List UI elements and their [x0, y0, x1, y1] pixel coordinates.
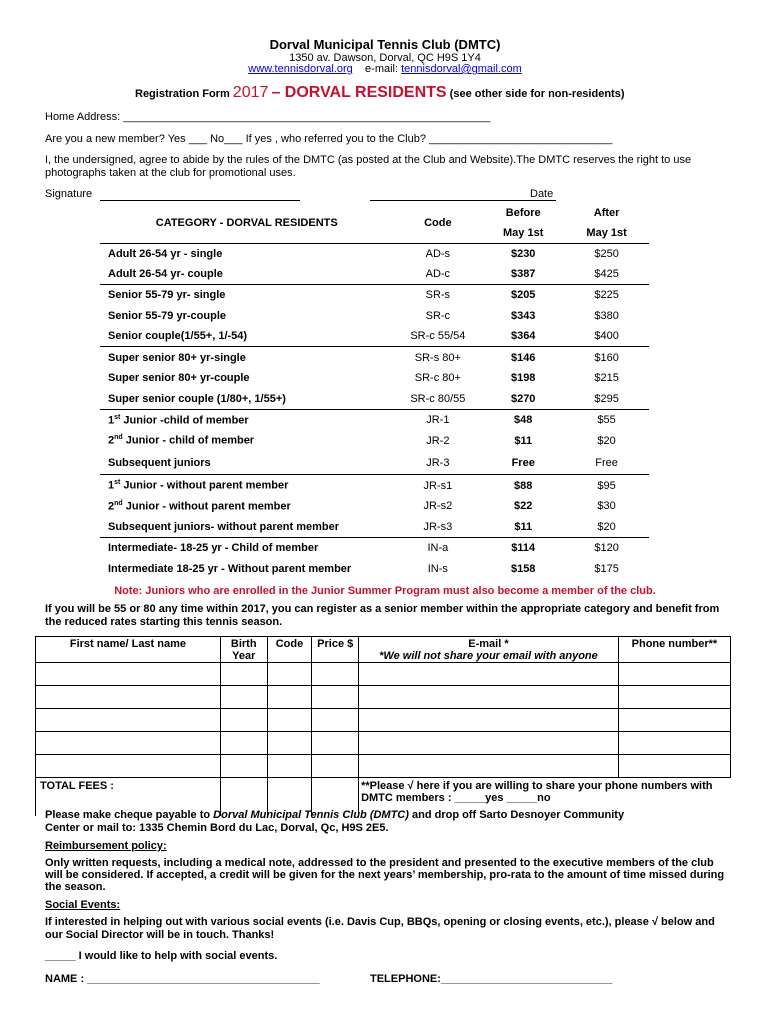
reg-cell[interactable]: [312, 732, 359, 755]
payment-payee: Dorval Municipal Tennis Club (DMTC): [213, 809, 409, 821]
reimbursement-title: Reimbursement policy:: [45, 840, 167, 852]
fee-category: Adult 26-54 yr- couple: [108, 267, 223, 280]
fee-after: $20: [597, 434, 616, 447]
reg-cell[interactable]: [220, 663, 267, 686]
fee-category: Super senior 80+ yr-single: [100, 347, 393, 368]
fee-row: [100, 430, 649, 451]
reg-cell[interactable]: [36, 686, 221, 709]
fee-before: $88: [482, 475, 564, 496]
fee-after: $400: [594, 330, 619, 343]
reg-cell[interactable]: [267, 686, 312, 709]
reg-cell[interactable]: [267, 663, 312, 686]
reg-cell[interactable]: [220, 686, 267, 709]
fee-category: Super senior 80+ yr-couple: [108, 372, 250, 385]
total-fees-label: TOTAL FEES :: [36, 778, 221, 816]
fee-code: IN-a: [393, 537, 482, 558]
reg-cell[interactable]: [618, 709, 730, 732]
telephone-field[interactable]: TELEPHONE:____________________________: [370, 973, 613, 985]
fee-row: [100, 537, 649, 558]
fee-code: SR-c 55/54: [410, 330, 466, 343]
fee-before: $11: [514, 434, 533, 447]
form-title-year: 2017: [232, 84, 269, 101]
reg-cell[interactable]: [267, 732, 312, 755]
fee-category: 1st Junior -child of member: [100, 409, 393, 430]
fee-after: $425: [594, 267, 619, 280]
fee-after: $120: [564, 537, 649, 558]
fee-category: 2nd Junior - without parent member: [108, 499, 291, 513]
agreement-text: I, the undersigned, agree to abide by the rules of the DMTC (as posted at the Club and Website).The DMTC reserves the right to use photographs taken at the club for promotional uses.: [45, 154, 692, 179]
reg-cell[interactable]: [618, 755, 730, 778]
fee-row: [100, 347, 649, 368]
reg-cell[interactable]: [312, 686, 359, 709]
fee-after: $215: [594, 372, 619, 385]
reg-cell[interactable]: [618, 663, 730, 686]
fee-row: [100, 451, 649, 475]
reg-table-header: [36, 637, 731, 663]
form-title: [135, 84, 624, 102]
col-code-header: Code: [393, 203, 482, 243]
social-body: If interested in helping out with various social events (i.e. Davis Cup, BBQs, opening or closing events, etc.), please √ below and our Social Director will be in touch. Thanks!: [45, 916, 715, 941]
fee-after: $225: [564, 285, 649, 306]
fee-after: $160: [564, 347, 649, 368]
fee-before: $387: [510, 267, 536, 280]
signature-label: Signature: [45, 188, 93, 200]
new-member-field[interactable]: Are you a new member? Yes ___ No___ If yes , who referred you to the Club? ______________________________: [45, 133, 613, 145]
fee-after: $295: [594, 392, 619, 405]
fee-row: [100, 475, 649, 496]
fee-category: Senior 55-79 yr- single: [100, 285, 393, 306]
fee-code: JR-s2: [423, 500, 453, 513]
home-address-field[interactable]: Home Address: ____________________________________________________________: [45, 111, 491, 123]
reg-cell[interactable]: [359, 686, 619, 709]
fee-row: [100, 517, 649, 538]
col-name-header: First name/ Last name: [36, 637, 221, 663]
fee-row: [100, 496, 649, 517]
col-birth-header: Birth Year: [220, 637, 267, 663]
fee-table-header: [100, 203, 649, 243]
fee-after: $30: [597, 500, 616, 513]
fee-code: SR-c 80+: [414, 372, 461, 385]
fee-row: [100, 368, 649, 389]
signature-line[interactable]: [100, 200, 300, 201]
reg-cell[interactable]: [359, 709, 619, 732]
fee-code: SR-s 80+: [393, 347, 482, 368]
fee-before: $198: [510, 372, 536, 385]
fee-category: Intermediate 18-25 yr - Without parent member: [108, 562, 352, 575]
date-line[interactable]: [370, 200, 556, 201]
social-help-line[interactable]: _____ I would like to help with social events.: [45, 950, 278, 962]
fee-code: AD-s: [393, 243, 482, 264]
payment-instructions: [45, 809, 735, 835]
payment-prefix: Please make cheque payable to: [45, 809, 211, 821]
form-title-residents: – DORVAL RESIDENTS: [271, 84, 447, 101]
reg-cell[interactable]: [359, 663, 619, 686]
fee-category: Senior couple(1/55+, 1/-54): [108, 330, 248, 343]
fee-category: Senior 55-79 yr-couple: [108, 309, 226, 322]
club-name: Dorval Municipal Tennis Club (DMTC): [269, 37, 501, 52]
fee-category: Super senior couple (1/80+, 1/55+): [108, 392, 286, 405]
junior-note: Note: Juniors who are enrolled in the Junior Summer Program must also become a member of the club.: [114, 585, 656, 597]
reg-cell[interactable]: [267, 709, 312, 732]
col-before-header: [482, 203, 564, 243]
fee-code: SR-c 80/55: [410, 392, 466, 405]
fee-table-body: [100, 243, 649, 579]
fee-before: $158: [510, 562, 536, 575]
fee-after: $250: [564, 243, 649, 264]
fee-category: Intermediate- 18-25 yr - Child of member: [100, 537, 393, 558]
fee-code: JR-2: [426, 434, 450, 447]
reg-cell[interactable]: [312, 709, 359, 732]
fee-before: Free: [511, 456, 535, 469]
col-before-date: May 1st: [503, 226, 544, 239]
fee-row: [100, 389, 649, 410]
reg-cell[interactable]: [36, 663, 221, 686]
fee-code: JR-s1: [393, 475, 482, 496]
col-after-header: [564, 203, 649, 243]
senior-note: If you will be 55 or 80 any time within 2017, you can register as a senior member within the appropriate category and benefit from the reduced rates starting this tennis season.: [45, 603, 720, 628]
reg-cell[interactable]: [359, 755, 619, 778]
col-before-label: Before: [505, 206, 541, 219]
fee-after: Free: [595, 456, 618, 469]
fee-after: $175: [594, 562, 619, 575]
registration-table: [35, 636, 731, 816]
reg-row[interactable]: [36, 709, 731, 732]
fee-code: IN-s: [427, 562, 448, 575]
social-title: Social Events:: [45, 899, 121, 911]
col-after-label: After: [593, 206, 620, 219]
fee-row: [100, 326, 649, 347]
fee-category: Subsequent juniors: [108, 456, 211, 469]
reg-cell[interactable]: [220, 755, 267, 778]
fee-category: 1st Junior - without parent member: [100, 475, 393, 496]
reimbursement-body: Only written requests, including a medical note, addressed to the president and presented to the executive members of the club will be considered. If accepted, a credit will be given for the next years’ membership, pro-rata to the amount of time missed during the season.: [45, 857, 725, 893]
fee-after: $20: [597, 520, 616, 533]
email-label: e-mail:: [365, 63, 399, 75]
fee-after: $95: [564, 475, 649, 496]
col-after-date: May 1st: [586, 226, 627, 239]
fee-code: SR-c: [425, 309, 451, 322]
fee-code: AD-c: [425, 267, 451, 280]
reg-cell[interactable]: [220, 709, 267, 732]
email-link[interactable]: tennisdorval@gmail.com: [401, 63, 522, 75]
fee-before: $146: [482, 347, 564, 368]
col-email-header: [359, 637, 619, 663]
payment-suffix: and drop off Sarto Desnoyer Community: [411, 809, 625, 821]
fee-before: $364: [510, 330, 536, 343]
website-link[interactable]: www.tennisdorval.org: [248, 63, 353, 75]
reg-row[interactable]: [36, 686, 731, 709]
fee-category: Subsequent juniors- without parent member: [108, 520, 340, 533]
fee-before: $48: [482, 409, 564, 430]
col-reg-code-header: Code: [267, 637, 312, 663]
reg-cell[interactable]: [36, 732, 221, 755]
fee-before: $22: [514, 500, 533, 513]
fee-row: [100, 558, 649, 579]
col-price-header: Price $: [312, 637, 359, 663]
fee-before: $11: [514, 520, 533, 533]
col-category-header: CATEGORY - DORVAL RESIDENTS: [100, 203, 393, 243]
reg-cell[interactable]: [36, 709, 221, 732]
reg-row[interactable]: [36, 732, 731, 755]
fee-row: [100, 305, 649, 326]
reg-cell[interactable]: [618, 732, 730, 755]
form-title-note: (see other side for non-residents): [449, 88, 625, 100]
fee-category: 2nd Junior - child of member: [108, 434, 255, 447]
fee-code: SR-s: [393, 285, 482, 306]
form-title-prefix: Registration Form: [135, 88, 230, 100]
date-label: Date: [530, 188, 554, 200]
fee-before: $230: [482, 243, 564, 264]
col-email-note: *We will not share your email with anyone: [379, 650, 598, 662]
payment-address: Center or mail to: 1335 Chemin Bord du Lac, Dorval, Qc, H9S 2E5.: [45, 822, 389, 834]
name-field[interactable]: NAME : ______________________________________: [45, 973, 320, 985]
fee-before: $270: [510, 392, 536, 405]
fee-before: $205: [482, 285, 564, 306]
col-phone-header: Phone number**: [618, 637, 730, 663]
phone-consent[interactable]: **Please √ here if you are willing to share your phone numbers with DMTC members : _____yes _____no: [361, 780, 713, 804]
fee-row: [100, 264, 649, 285]
fee-row: [100, 409, 649, 430]
club-address: 1350 av. Dawson, Dorval, QC H9S 1Y4: [289, 52, 481, 64]
reg-cell[interactable]: [312, 663, 359, 686]
reg-row[interactable]: [36, 663, 731, 686]
fee-code: JR-s3: [423, 520, 453, 533]
reg-cell[interactable]: [359, 732, 619, 755]
reg-cell[interactable]: [618, 686, 730, 709]
col-email-label: E-mail *: [468, 638, 509, 650]
fee-row: [100, 285, 649, 306]
reg-cell[interactable]: [267, 755, 312, 778]
fee-row: [100, 243, 649, 264]
reg-cell[interactable]: [220, 732, 267, 755]
fee-after: $380: [594, 309, 619, 322]
fee-before: $343: [510, 309, 536, 322]
reg-cell[interactable]: [312, 755, 359, 778]
reg-cell[interactable]: [36, 755, 221, 778]
fee-table: [100, 203, 649, 579]
fee-category: Adult 26-54 yr - single: [100, 243, 393, 264]
reg-row[interactable]: [36, 755, 731, 778]
fee-code: JR-3: [426, 456, 450, 469]
club-contact: [0, 63, 770, 75]
fee-after: $55: [564, 409, 649, 430]
fee-before: $114: [482, 537, 564, 558]
fee-code: JR-1: [393, 409, 482, 430]
